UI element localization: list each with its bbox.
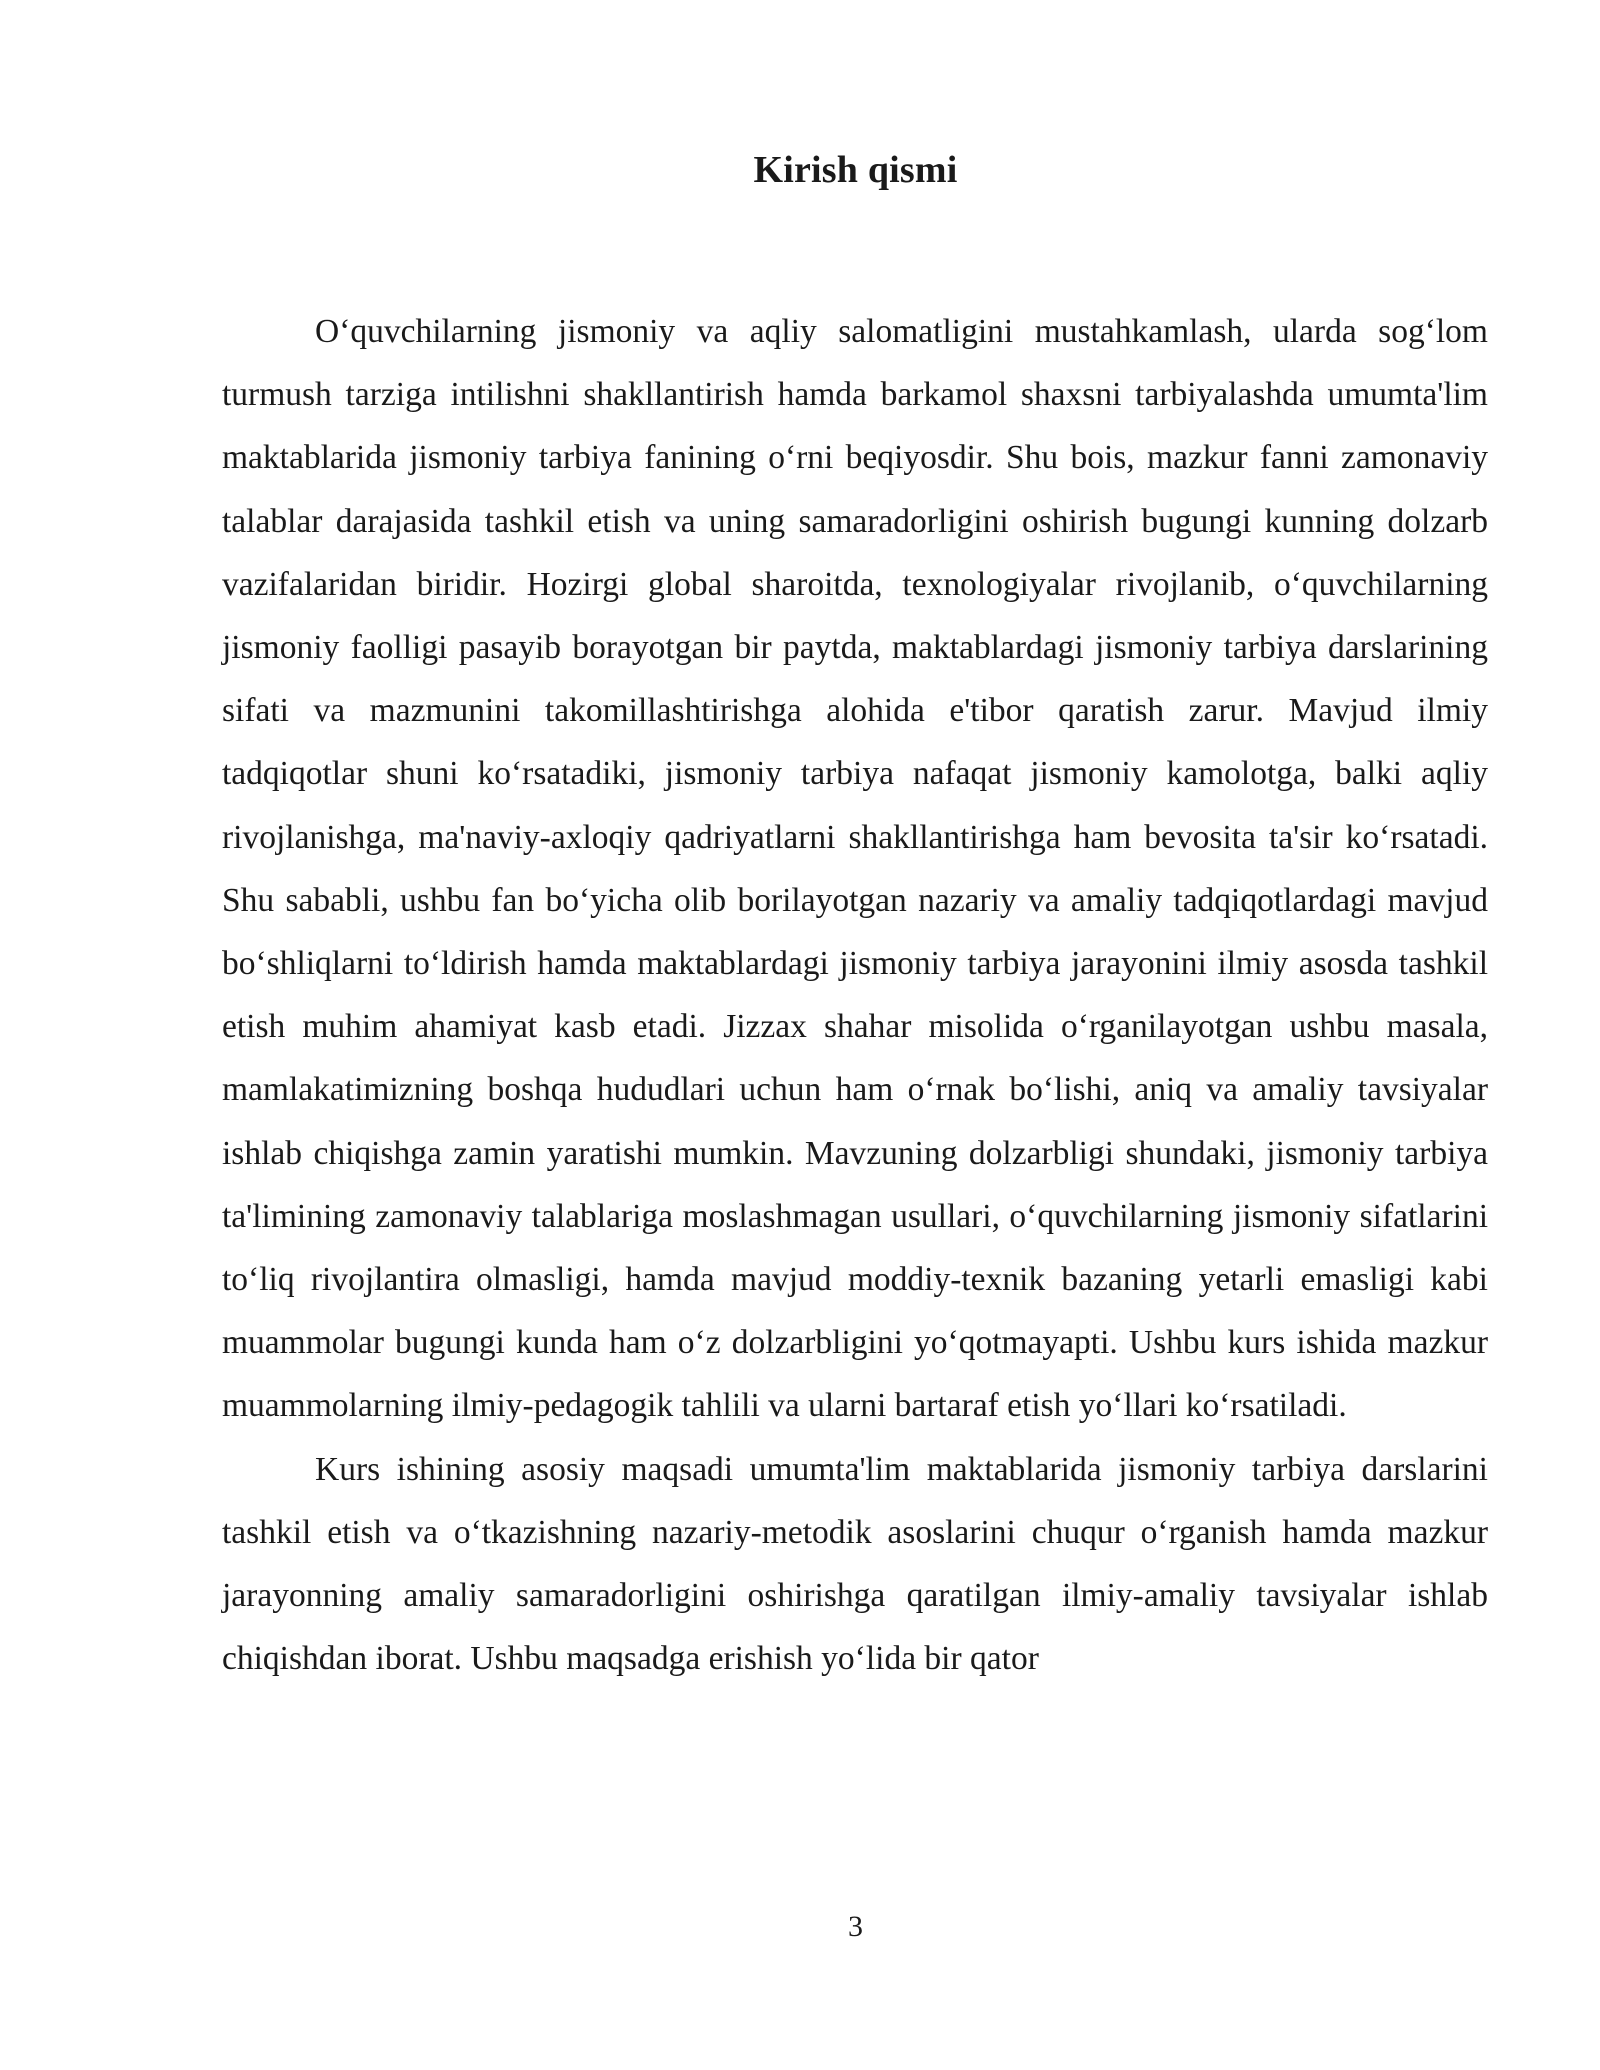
page-number: 3 <box>848 1910 863 1943</box>
paragraph-intro: O‘quvchilarning jismoniy va aqliy salomatligini mustahkamlash, ularda sog‘lom turmush tarziga intilishni shakllantirish hamda barkamol shaxsni tarbiyalashda umumta'lim maktablarida jismoniy tarbiya fanining o‘rni beqiyosdir. Shu bois, mazkur fanni zamonaviy talablar darajasida tashkil etish va uning samaradorligini oshirish bugungi kunning dolzarb vazifalaridan biridir. Hozirgi global sharoitda, texnologiyalar rivojlanib, o‘quvchilarning jismoniy faolligi pasayib borayotgan bir paytda, maktablardagi jismoniy tarbiya darslarining sifati va mazmunini takomillashtirishga alohida e'tibor qaratish zarur. Mavjud ilmiy tadqiqotlar shuni ko‘rsatadiki, jismoniy tarbiya nafaqat jismoniy kamolotga, balki aqliy rivojlanishga, ma'naviy-axloqiy qadriyatlarni shakllantirishga ham bevosita ta'sir ko‘rsatadi. Shu sababli, ushbu fan bo‘yicha olib borilayotgan nazariy va amaliy tadqiqotlardagi mavjud bo‘shliqlarni to‘ldirish hamda maktablardagi jismoniy tarbiya jarayonini ilmiy asosda tashkil etish muhim ahamiyat kasb etadi. Jizzax shahar misolida o‘rganilayotgan ushbu masala, mamlakatimizning boshqa hududlari uchun ham o‘rnak bo‘lishi, aniq va amaliy tavsiyalar ishlab chiqishga zamin yaratishi mumkin. Mavzuning dolzarbligi shundaki, jismoniy tarbiya ta'limining zamonaviy talablariga moslashmagan usullari, o‘quvchilarning jismoniy sifatlarini to‘liq rivojlantira olmasligi, hamda mavjud moddiy-texnik bazaning yetarli emasligi kabi muammolar bugungi kunda ham o‘z dolzarbligini yo‘qotmayapti. Ushbu kurs ishida mazkur muammolarning ilmiy-pedagogik tahlili va ularni bartaraf etish yo‘llari ko‘rsatiladi. <box>222 313 1488 1425</box>
paragraph-goal: Kurs ishining asosiy maqsadi umumta'lim maktablarida jismoniy tarbiya darslarini tashkil etish va o‘tkazishning nazariy-metodik asoslarini chuqur o‘rganish hamda mazkur jarayonning amaliy samaradorligini oshirishga qaratilgan ilmiy-amaliy tavsiyalar ishlab chiqishdan iborat. Ushbu maqsadga erishish yo‘lida bir qator <box>222 1450 1488 1678</box>
body-text <box>222 300 1488 1690</box>
page-title: Kirish qismi <box>753 149 958 191</box>
